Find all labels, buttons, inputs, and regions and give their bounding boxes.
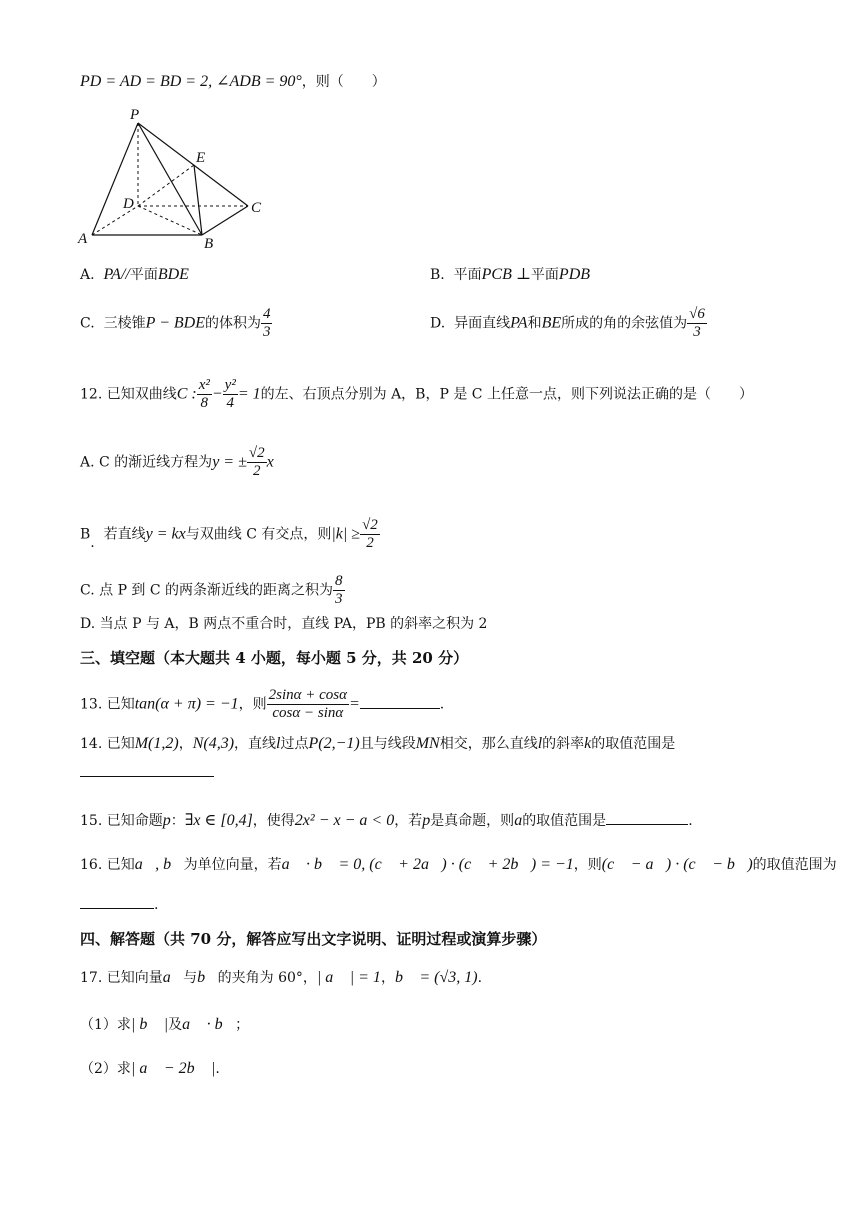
option-text: . <box>90 534 95 551</box>
edge-eb <box>194 165 202 235</box>
stem-math: a⃗ · b⃗ <box>182 1016 236 1033</box>
q11-stem-math: PD = AD = BD = 2, ∠ADB = 90° <box>80 73 302 90</box>
answer-blank[interactable] <box>606 810 688 825</box>
stem-math: b⃗ = (√3, 1) <box>394 969 478 986</box>
option-math: PA <box>510 314 528 332</box>
option-text: B <box>80 526 91 543</box>
answer-blank[interactable] <box>360 694 440 709</box>
stem-math: = <box>349 695 360 713</box>
option-math: PCB ⊥ <box>481 266 531 283</box>
option-text: 和 <box>527 315 542 332</box>
q12-option-b <box>80 517 380 552</box>
fraction-numerator: x² <box>198 377 210 393</box>
q11-option-b <box>430 265 590 285</box>
stem-text: . <box>688 813 693 829</box>
stem-text: ， <box>178 736 193 752</box>
stem-text: 相交，那么直线 <box>439 736 538 752</box>
q11-option-d <box>430 306 707 341</box>
stem-math: C : <box>176 385 197 403</box>
stem-text: 为单位向量，若 <box>183 857 282 873</box>
option-text: 平面 <box>453 267 482 283</box>
stem-math: − <box>211 385 223 403</box>
q17-part-2 <box>80 1059 220 1079</box>
stem-math: p <box>162 812 171 829</box>
stem-text: ，则 <box>573 857 602 873</box>
answer-blank[interactable] <box>80 762 214 777</box>
option-math: y = kx <box>145 525 186 543</box>
option-math: BDE <box>157 266 189 283</box>
fraction-denominator: 4 <box>226 395 234 411</box>
stem-math: N(4,3) <box>192 735 235 752</box>
fraction-denominator: 2 <box>252 463 261 479</box>
edge-bc <box>202 206 248 235</box>
stem-math: 2x² − x − a < 0 <box>294 812 395 829</box>
stem-text: 的取值范围是 <box>591 736 676 752</box>
section-3-heading: 三、填空题（本大题共 4 小题，每小题 5 分，共 20 分） <box>80 649 469 667</box>
stem-text: 15. 已知命题 <box>80 813 163 829</box>
stem-text: 的夹角为 60°， <box>217 970 317 986</box>
fraction-denominator: 2 <box>366 535 374 551</box>
stem-text: ，直线 <box>234 736 277 752</box>
fraction-numerator: y² <box>224 377 236 393</box>
stem-text: . <box>215 1061 220 1077</box>
stem-text: 及 <box>168 1017 183 1033</box>
stem-math: a⃗ <box>162 969 184 986</box>
option-text: 平面 <box>530 267 559 283</box>
option-math: BE <box>541 314 562 332</box>
q12-stem <box>80 377 753 412</box>
option-text: A. C 的渐近线方程为 <box>80 454 213 471</box>
fraction-numerator: 8 <box>335 573 343 589</box>
q13 <box>80 687 444 722</box>
stem-text: 12. 已知双曲线 <box>80 386 177 403</box>
fraction <box>267 687 349 722</box>
stem-text: ， <box>380 970 395 986</box>
pyramid-figure <box>72 104 272 252</box>
option-text: 平面 <box>129 267 158 283</box>
option-math: PA// <box>103 266 130 283</box>
fraction-numerator: √6 <box>689 306 705 322</box>
option-text: 三棱锥 <box>103 315 146 332</box>
stem-text: . <box>477 970 483 986</box>
stem-math: p <box>422 812 431 829</box>
fraction-denominator: 3 <box>262 324 271 340</box>
q16-answer-line <box>80 894 158 915</box>
stem-text: 是真命题，则 <box>430 813 515 829</box>
stem-text: ，使得 <box>252 813 295 829</box>
fraction-denominator: 3 <box>335 591 343 607</box>
q11-stem-text: ，则（ ） <box>301 74 386 90</box>
fraction-numerator: √2 <box>248 445 265 461</box>
fraction-numerator: √2 <box>362 517 378 533</box>
fraction-numerator: 2sinα + cosα <box>268 687 347 703</box>
stem-text: ： <box>170 813 185 829</box>
option-label: D. <box>430 315 446 332</box>
stem-math: | a⃗ | = 1 <box>316 969 381 986</box>
q14 <box>80 734 675 754</box>
q11-option-c <box>80 306 272 341</box>
stem-math: ∃x ∈ [0,4] <box>184 812 253 829</box>
stem-text: 的取值范围是 <box>522 813 607 829</box>
q17 <box>80 968 482 988</box>
stem-text: ，若 <box>394 813 423 829</box>
q16 <box>80 855 837 875</box>
fraction-denominator: 8 <box>200 395 209 411</box>
stem-math: MN <box>415 735 440 752</box>
q15 <box>80 810 693 831</box>
stem-math: l <box>537 735 543 752</box>
fraction <box>261 306 273 341</box>
stem-text: 与 <box>183 970 198 986</box>
label-d: D <box>123 196 134 212</box>
option-text: 异面直线 <box>454 315 511 332</box>
option-math: PDB <box>558 266 591 283</box>
q12-option-c <box>80 573 345 608</box>
stem-text: 的斜率 <box>542 736 585 752</box>
q11-option-a <box>80 265 189 285</box>
stem-text: 过点 <box>280 736 309 752</box>
stem-math: a⃗, b⃗ <box>134 856 184 873</box>
stem-text: ； <box>235 1017 250 1033</box>
stem-math: a⃗ · b⃗ = 0, (c⃗ + 2a⃗) · (c⃗ + 2b⃗) = −1 <box>281 856 574 873</box>
option-text: C. 点 P 到 C 的两条渐近线的距离之积为 <box>80 582 334 599</box>
label-b: B <box>204 236 214 252</box>
fraction-denominator: 3 <box>693 324 701 340</box>
section-4-heading: 四、解答题（共 70 分，解答应写出文字说明、证明过程或演算步骤） <box>80 930 547 948</box>
fraction <box>247 445 267 480</box>
stem-math: M(1,2) <box>134 735 179 752</box>
stem-text: 14. 已知 <box>80 736 135 752</box>
edge-pa <box>92 123 138 235</box>
option-math: x <box>266 453 274 471</box>
label-c: C <box>251 200 262 216</box>
stem-text: 13. 已知 <box>80 696 135 713</box>
label-p: P <box>130 107 140 123</box>
option-label: A. <box>80 267 95 283</box>
stem-text: 的左、右顶点分别为 A，B，P 是 C 上任意一点，则下列说法正确的是（ ） <box>260 386 753 403</box>
option-text: 与双曲线 C 有交点，则 <box>185 526 332 543</box>
stem-math: | a⃗ − 2b⃗ | <box>130 1060 216 1077</box>
option-math: y = ± <box>212 453 247 471</box>
option-text: 若直线 <box>103 526 146 543</box>
stem-text: 16. 已知 <box>80 857 135 873</box>
option-math: |k| ≥ <box>331 525 361 543</box>
stem-text: 的取值范围为 <box>752 857 837 873</box>
q17-part-1 <box>80 1015 249 1035</box>
fraction <box>223 377 238 412</box>
q14-answer-line <box>80 762 214 783</box>
stem-math: a <box>514 812 523 829</box>
fraction-denominator: cosα − sinα <box>272 705 344 721</box>
fraction <box>360 517 380 552</box>
fraction <box>197 377 212 412</box>
stem-text: （2）求 <box>80 1061 131 1077</box>
stem-math: l <box>276 735 281 752</box>
stem-text: . <box>439 696 445 713</box>
q12-option-d <box>80 614 487 634</box>
option-math: P − BDE <box>145 314 205 332</box>
answer-blank[interactable] <box>80 894 154 909</box>
option-label: C. <box>80 315 95 332</box>
option-label: B. <box>430 267 445 283</box>
stem-text: ，则 <box>238 696 267 713</box>
label-e: E <box>196 150 206 166</box>
edge-pb <box>138 123 202 235</box>
stem-text: 17. 已知向量 <box>80 970 163 986</box>
stem-math: = 1 <box>237 385 261 403</box>
q12-option-a <box>80 445 274 480</box>
stem-math: (c⃗ − a⃗) · (c⃗ − b⃗) <box>601 856 753 873</box>
stem-text: . <box>154 897 159 913</box>
stem-math: | b⃗ | <box>130 1016 169 1033</box>
stem-text: 且与线段 <box>359 736 416 752</box>
fraction-numerator: 4 <box>262 306 271 322</box>
stem-text: （1）求 <box>80 1017 131 1033</box>
fraction <box>333 573 345 608</box>
option-text: 的体积为 <box>204 315 261 332</box>
stem-math: tan(α + π) = −1 <box>134 695 239 713</box>
stem-math: P(2,−1) <box>308 735 360 752</box>
option-text: D. 当点 P 与 A，B 两点不重合时，直线 PA，PB 的斜率之积为 2 <box>80 616 488 632</box>
edge-db <box>138 206 202 235</box>
q11-stem <box>80 72 386 92</box>
option-text: 所成的角的余弦值为 <box>561 315 688 332</box>
stem-math: k <box>584 735 592 752</box>
stem-math: b⃗ <box>197 969 218 986</box>
fraction <box>687 306 707 341</box>
label-a: A <box>78 231 88 247</box>
